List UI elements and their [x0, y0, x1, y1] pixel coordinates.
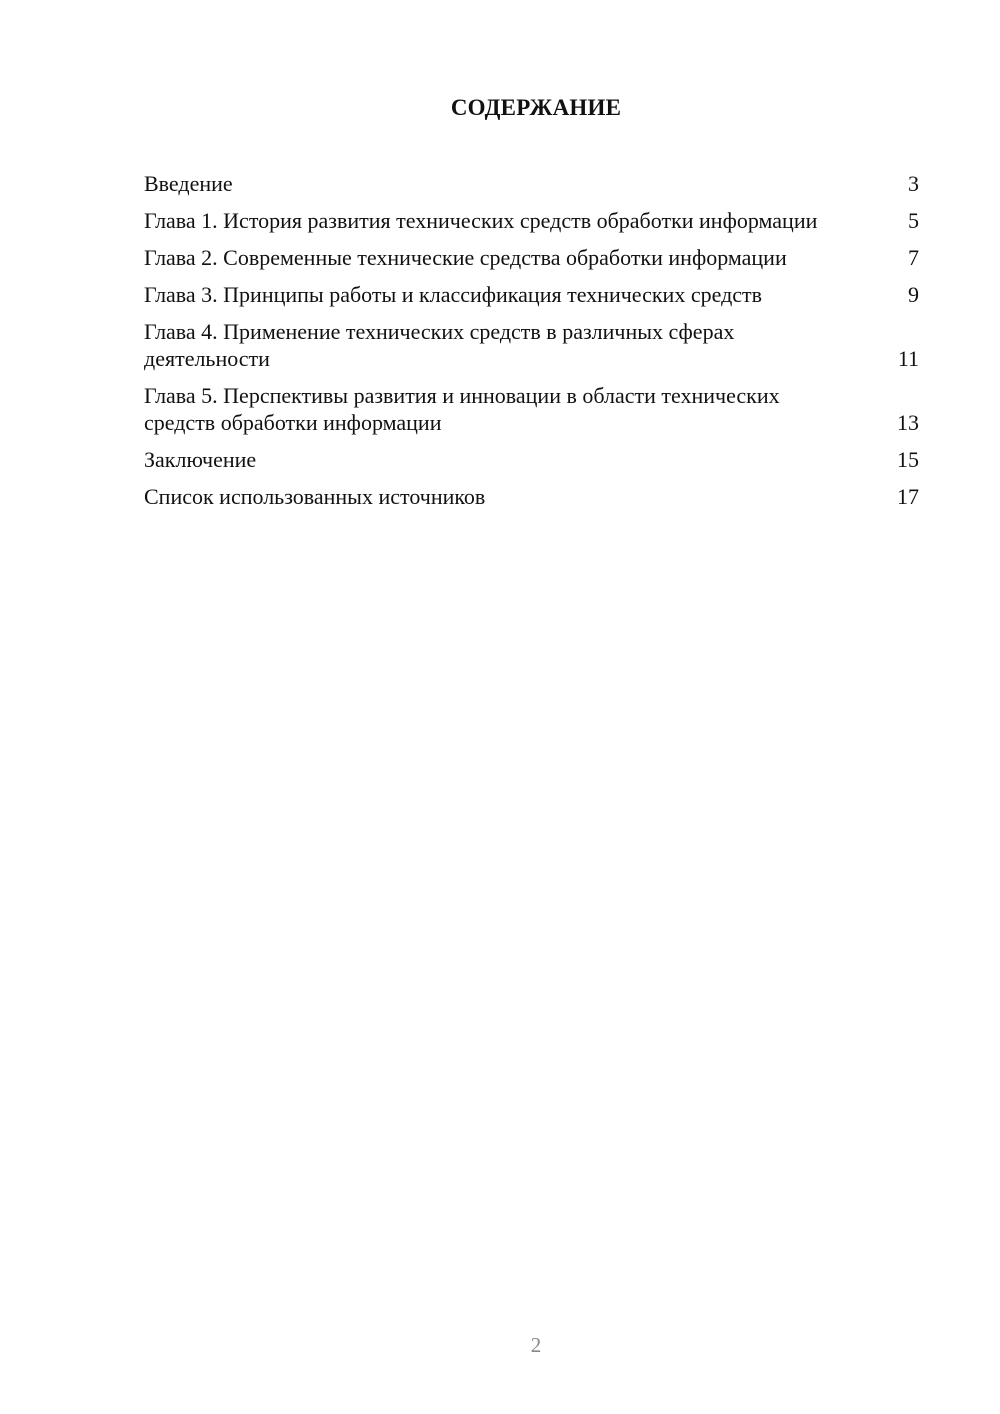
- toc-entry-page: 9: [908, 282, 919, 307]
- toc-entry[interactable]: [144, 281, 919, 308]
- toc-entry-page: 3: [908, 171, 919, 196]
- table-of-contents: [144, 170, 919, 520]
- toc-entry[interactable]: [144, 446, 919, 473]
- page-number: 2: [530, 1333, 542, 1357]
- toc-entry[interactable]: [144, 382, 919, 436]
- toc-entry-title: Глава 1. История развития технических средств обработки информации: [144, 208, 818, 233]
- toc-entry-page: 13: [897, 410, 919, 435]
- toc-entry-page: 11: [897, 346, 919, 371]
- toc-entry-title: Глава 2. Современные технические средства обработки информации: [144, 245, 787, 270]
- toc-entry[interactable]: [144, 207, 919, 234]
- toc-entry-title: Введение: [144, 171, 233, 196]
- toc-entry-title: Список использованных источников: [144, 484, 486, 509]
- toc-entry-title: Глава 3. Принципы работы и классификация технических средств: [144, 282, 763, 307]
- toc-entry-title: Глава 4. Применение технических средств в различных сферах деятельности: [144, 319, 735, 371]
- toc-entry-page: 5: [908, 208, 919, 233]
- toc-entry-title: Заключение: [144, 447, 257, 472]
- toc-entry[interactable]: [144, 483, 919, 510]
- toc-entry-page: 7: [908, 245, 919, 270]
- toc-entry-page: 15: [897, 447, 919, 472]
- toc-entry-title: Глава 5. Перспективы развития и инновации в области технических средств обработки информации: [144, 383, 780, 435]
- toc-entry-page: 17: [897, 484, 919, 509]
- toc-heading: СОДЕРЖАНИЕ: [450, 95, 622, 120]
- toc-entry[interactable]: [144, 170, 919, 197]
- toc-entry[interactable]: [144, 318, 919, 372]
- toc-entry[interactable]: [144, 244, 919, 271]
